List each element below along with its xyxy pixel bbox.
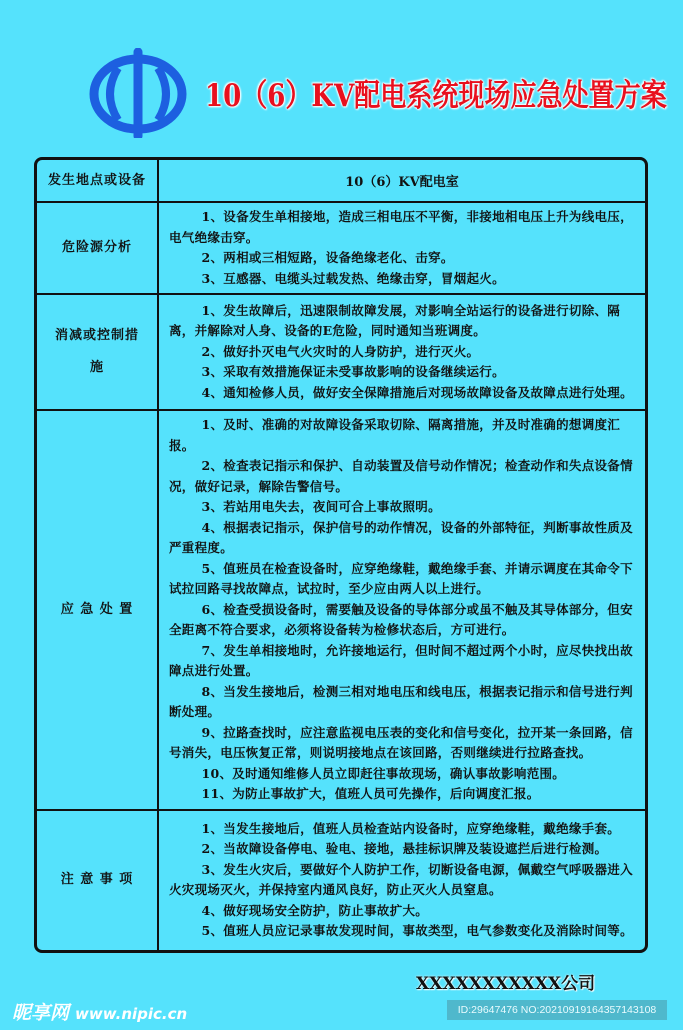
row-content: [159, 203, 645, 295]
watermark-url: www.nipic.cn: [75, 1005, 188, 1023]
company-name: XXXXXXXXXXX公司: [416, 974, 596, 994]
row-label: 消减或控制措施: [37, 295, 159, 411]
list-item: 1、设备发生单相接地，造成三相电压不平衡，非接地相电压上升为线电压，电气绝缘击穿。: [169, 209, 633, 245]
list-item: 11、为防止事故扩大，值班人员可先操作，后向调度汇报。: [201, 786, 540, 801]
table-row: [37, 811, 645, 950]
list-item: 5、值班员在检查设备时，应穿绝缘鞋，戴绝缘手套、并请示调度在其命令下试拉回路寻找故障点，试拉时，至少应由两人以上进行。: [169, 560, 633, 596]
list-item: 2、当故障设备停电、验电、接地，悬挂标识牌及装设遮拦后进行检测。: [201, 841, 608, 856]
list-item: 8、当发生接地后，检测三相对地电压和线电压，根据表记指示和信号进行判断处理。: [169, 683, 633, 719]
list-item: 1、当发生接地后，值班人员检查站内设备时，应穿绝缘鞋，戴绝缘手套。: [201, 820, 621, 836]
table-header-row: [37, 160, 645, 203]
table-row: [37, 295, 645, 411]
list-item: 3、采取有效措施保证未受事故影响的设备继续运行。: [201, 364, 505, 380]
header-value: 10（6）KV配电室: [159, 160, 645, 203]
image-id-bar: ID:29647476 NO:20210919164357143108: [447, 1000, 667, 1020]
row-label: 注 意 事 项: [37, 811, 159, 950]
list-item: 4、通知检修人员，做好安全保障措施后对现场故障设备及故障点进行处理。: [201, 384, 633, 400]
row-content: [159, 411, 645, 811]
list-item: 2、两相或三相短路，设备绝缘老化、击穿。: [201, 250, 454, 265]
emergency-plan-table: [34, 157, 648, 953]
row-content: [159, 811, 645, 950]
row-content: [159, 295, 645, 411]
table-row: [37, 203, 645, 295]
company-logo-icon: [88, 48, 188, 138]
row-label: 危险源分析: [37, 203, 159, 295]
list-item: 3、发生火灾后，要做好个人防护工作，切断设备电源，佩戴空气呼吸器进入火灾现场灭火，并保持室内通风良好，防止灭火人员窒息。: [169, 861, 633, 897]
list-item: 1、及时、准确的对故障设备采取切除、隔离措施，并及时准确的想调度汇报。: [169, 417, 621, 453]
list-item: 2、做好扑灭电气火灾时的人身防护，进行灭火。: [201, 343, 480, 359]
list-item: 10、及时通知维修人员立即赶往事故现场，确认事故影响范围。: [201, 765, 566, 781]
list-item: 9、拉路查找时，应注意监视电压表的变化和信号变化，拉开某一条回路，信号消失，电压恢复正常，则说明接地点在该回路，否则继续进行拉路查找。: [169, 724, 633, 760]
row-label: 应 急 处 置: [37, 411, 159, 811]
list-item: 4、做好现场安全防护，防止事故扩大。: [201, 902, 429, 918]
list-item: 1、发生故障后，迅速限制故障发展，对影响全站运行的设备进行切除、隔离，并解除对人身、设备的E危险，同时通知当班调度。: [169, 302, 621, 339]
list-item: 3、若站用电失去，夜间可合上事故照明。: [201, 499, 441, 514]
list-item: 2、检查表记指示和保护、自动装置及信号动作情况；检查动作和失点设备情况，做好记录，解除告警信号。: [169, 458, 633, 494]
watermark: [12, 998, 187, 1025]
list-item: 3、互感器、电缆头过载发热、绝缘击穿，冒烟起火。: [201, 270, 505, 286]
list-item: 7、发生单相接地时，允许接地运行，但时间不超过两个小时，应尽快找出故障点进行处置。: [169, 642, 633, 678]
list-item: 5、值班人员应记录事故发现时间，事故类型，电气参数变化及消除时间等。: [201, 923, 633, 938]
list-item: 6、检查受损设备时，需要触及设备的导体部分或虽不触及其导体部分，但安全距离不符合要求，必须将设备转为检修状态后，方可进行。: [169, 601, 633, 637]
watermark-brand: 昵享网: [12, 1002, 70, 1024]
header-label: 发生地点或设备: [37, 160, 159, 203]
list-item: 4、根据表记指示，保护信号的动作情况，设备的外部特征，判断事故性质及严重程度。: [169, 519, 633, 555]
table-row: [37, 411, 645, 811]
page-title: 10（6）KV配电系统现场应急处置方案: [205, 78, 667, 114]
